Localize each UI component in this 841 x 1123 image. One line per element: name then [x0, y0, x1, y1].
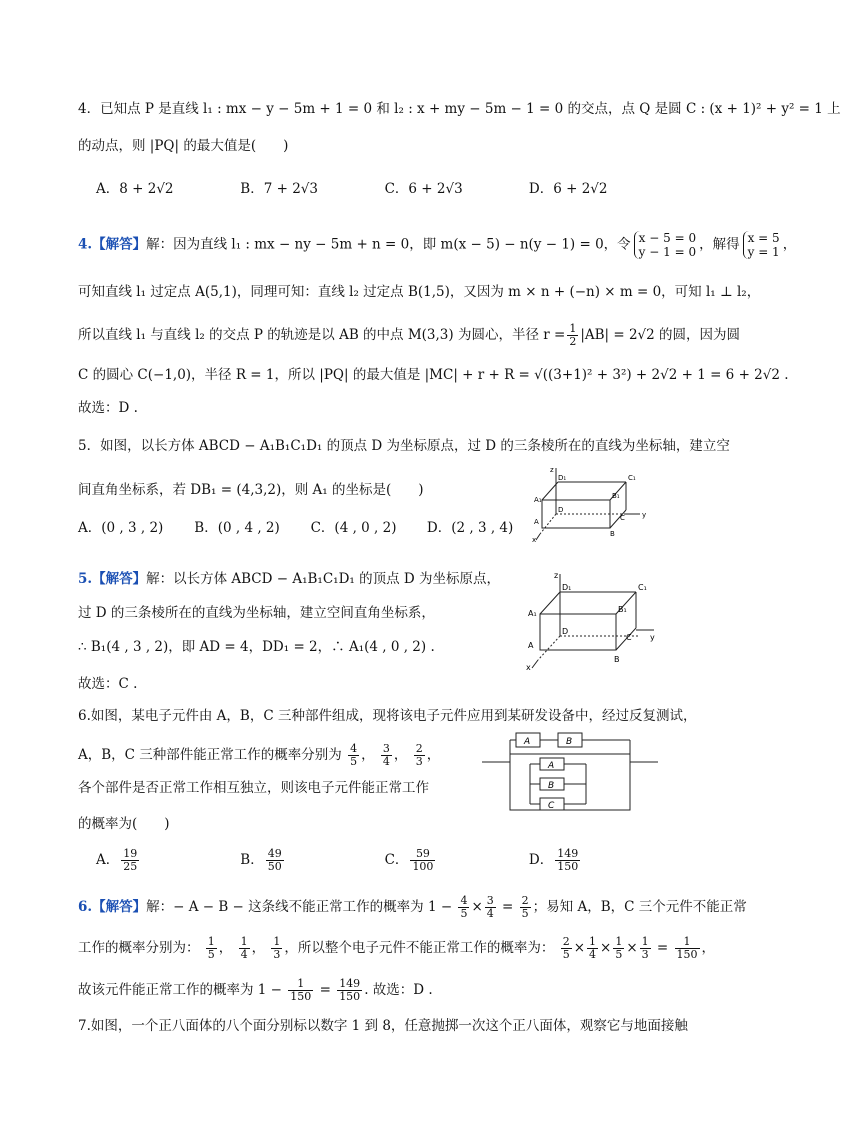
q6-option-b-label: B．: [240, 852, 264, 868]
a5-fig-label-d1: D₁: [562, 583, 572, 592]
a6-fail-a: $\frac{1}{5}$: [207, 935, 215, 961]
q5-fig-label-a: A: [534, 518, 539, 526]
q5-fig-label-b: B: [610, 530, 615, 538]
a5-fig-label-x: x: [526, 663, 531, 672]
a6-f1-num: 4: [460, 894, 468, 907]
a5-fig-label-b1: B₁: [618, 605, 627, 614]
a6-fail-c: $\frac{1}{3}$: [273, 935, 281, 961]
q5-fig-label-d1: D₁: [558, 474, 567, 482]
q6-stem-line3: 各个部件是否正常工作相互独立，则该电子元件能正常工作: [78, 780, 429, 796]
q6-prob-c-den: 3: [415, 755, 423, 768]
q6-stem-line2-text: A，B，C 三种部件能正常工作的概率分别为: [78, 747, 342, 763]
a4-sys2-eq2: y = 1: [747, 245, 780, 259]
a6-line1: 6.【解答】解：− A − B − 这条线不能正常工作的概率为 1 − $\frac{4}{5}$ × $\frac{3}{4}$ = $\frac{2}{5}$ ；易知 A，B，C 三个元件不能正常: [78, 894, 747, 920]
q7-stem-line1: 7.如图，一个正八面体的八个面分别标以数字 1 到 8，任意抛掷一次这个正八面体，观察它与地面接触: [78, 1018, 688, 1034]
q5-fig-label-z: z: [550, 466, 554, 474]
circuit-top-a: A: [524, 737, 531, 747]
a4-l3-pre: 所以直线 l₁ 与直线 l₂ 的交点 P 的轨迹是以 AB 的中点 M(3,3) 为圆心，半径 r =: [78, 327, 566, 343]
a6-l2-mid: ，所以整个电子元件不能正常工作的概率为：: [284, 940, 555, 956]
q6-option-c-label: C．: [384, 852, 409, 868]
q5-option-b: B．(0 , 4 , 2): [194, 520, 280, 536]
a6-line2: 工作的概率分别为： $\frac{1}{5}$ ， $\frac{1}{4}$ ， $\frac{1}{3}$ ，所以整个电子元件不能正常工作的概率为： $\frac{2}{5}$ × $\frac{1}{4}$ × $\frac{1}{5}$ × $\frac{1}{3}$ = $\frac{1}{150}$ ，: [78, 935, 716, 961]
a5-fig-label-d: D: [562, 627, 569, 636]
q6-stem-line4: 的概率为( ): [78, 816, 170, 832]
a4-line1: [78, 231, 796, 259]
a5-fig-label-b: B: [614, 655, 620, 664]
q6-stem-line1: 6.如图，某电子元件由 A，B，C 三种部件组成，现将该电子元件应用到某研发设备中，经过反复测试，: [78, 708, 697, 724]
a6-fail-b: $\frac{1}{4}$: [240, 935, 248, 961]
a5-line1: [78, 570, 500, 588]
a6-frac-2-5: $\frac{2}{5}$: [521, 894, 529, 920]
a6-line3: 故该元件能正常工作的概率为 1 − $\frac{1}{150}$ = $\frac{149}{150}$ . 故选：D .: [78, 977, 433, 1003]
q6-stem-line2: A，B，C 三种部件能正常工作的概率分别为 $\frac{4}{5}$ ， $\frac{3}{4}$ ， $\frac{2}{3}$ ，: [78, 742, 441, 768]
a5-fig-label-c1: C₁: [638, 583, 647, 592]
q4-options: [96, 180, 669, 198]
a4-half-den: 2: [569, 335, 577, 348]
a6-l3-post: . 故选：D .: [364, 982, 433, 998]
q5-stem-line2: 间直角坐标系，若 DB₁ = (4,3,2)，则 A₁ 的坐标是( ): [78, 482, 424, 498]
a4-system-1: [634, 231, 696, 259]
q6-options: [96, 848, 669, 873]
q6-prob-a-den: 5: [350, 755, 358, 768]
circuit-parallel-c: C: [548, 801, 555, 811]
a5-line4: 故选：C .: [78, 676, 138, 692]
q6-prob-a-num: 4: [350, 742, 358, 755]
a6-result-num: 149: [339, 977, 361, 990]
a6-l2-pre: 工作的概率分别为：: [78, 940, 200, 956]
q6-option-d-num: 149: [557, 847, 579, 860]
a6-result: [337, 978, 362, 1003]
q5-fig-label-b1: B₁: [612, 492, 620, 500]
q4-option-d: D．6 + 2√2: [528, 181, 608, 197]
a5-fig-label-y: y: [650, 633, 655, 642]
a4-sys1-eq1: x − 5 = 0: [638, 231, 697, 245]
a5-cuboid-figure: [520, 568, 660, 672]
q6-option-b: [240, 848, 380, 873]
q5-option-d: D．(2 , 3 , 4): [426, 520, 514, 536]
a4-l1-mid: ，解得: [699, 236, 740, 253]
q5-options: [78, 519, 513, 537]
a6-f2-den: 4: [486, 907, 494, 920]
a6-result-den: 150: [339, 990, 361, 1003]
q6-option-c-num: 59: [410, 848, 435, 861]
circuit-parallel-b: B: [548, 781, 555, 791]
a4-system-2: [743, 231, 780, 259]
circuit-top-b: B: [566, 737, 573, 747]
a4-sys1-eq2: y − 1 = 0: [638, 245, 697, 259]
a5-l1: 解：以长方体 ABCD − A₁B₁C₁D₁ 的顶点 D 为坐标原点，: [146, 571, 501, 587]
a4-half-fraction: [567, 323, 578, 348]
q6-prob-b: [381, 743, 392, 768]
a5-fig-label-c: C: [626, 633, 632, 642]
a6-l1-pre: 解：− A − B − 这条线不能正常工作的概率为 1 −: [146, 899, 453, 915]
q6-option-d: [529, 848, 669, 873]
a5-fig-label-a1: A₁: [528, 609, 537, 618]
a4-half-num: 1: [569, 322, 577, 335]
a4-sys2-eq1: x = 5: [747, 231, 780, 245]
q6-prob-a: [348, 743, 359, 768]
a6-l1-post: ；易知 A，B，C 三个元件不能正常: [532, 899, 747, 915]
a6-fail-total: $\frac{1}{150}$: [676, 935, 698, 961]
a6-f1-den: 5: [460, 907, 468, 920]
q5-fig-label-y: y: [642, 511, 647, 519]
a4-line2: 可知直线 l₁ 过定点 A(5,1)，同理可知：直线 l₂ 过定点 B(1,5)，又因为 m × n + (−n) × m = 0，可知 l₁ ⊥ l₂，: [78, 284, 761, 300]
q6-option-b-num: 49: [267, 847, 282, 860]
q5-fig-label-c: C: [620, 514, 625, 522]
a6-f2-num: 3: [486, 894, 494, 907]
a6-l3-pre: 故该元件能正常工作的概率为 1 −: [78, 982, 282, 998]
q6-option-a-num: 19: [123, 847, 138, 860]
q6-option-c-den: 100: [412, 860, 434, 873]
q6-option-d-label: D．: [528, 852, 554, 868]
a4-line4: C 的圆心 C(−1,0)，半径 R = 1，所以 |PQ| 的最大值是 |MC| + r + R = √((3+1)² + 3²) + 2√2 + 1 = 6 + 2√2 .: [78, 367, 789, 383]
q5-fig-label-d: D: [558, 506, 564, 514]
q6-prob-c: [414, 743, 425, 768]
a6-frac-3-4: [485, 895, 496, 920]
q6-option-a-den: 25: [123, 860, 138, 873]
q6-circuit-diagram: [482, 728, 658, 816]
q6-option-d-den: 150: [557, 860, 579, 873]
a4-l1-pre: 解：因为直线 l₁ : mx − ny − 5m + n = 0，即 m(x − 5) − n(y − 1) = 0，令: [146, 236, 631, 253]
a6-frac-4-5: [458, 895, 469, 920]
a4-line3: [78, 323, 740, 348]
q5-stem-line1: 5．如图，以长方体 ABCD − A₁B₁C₁D₁ 的顶点 D 为坐标原点，过 D 的三条棱所在的直线为坐标轴，建立空: [78, 438, 730, 454]
q4-stem-line1: 4．已知点 P 是直线 l₁ : mx − y − 5m + 1 = 0 和 l₂ : x + my − 5m − 1 = 0 的交点，点 Q 是圆 C : (x + 1)² + y² = 1 上: [78, 101, 841, 117]
q5-fig-label-a1: A₁: [534, 496, 542, 504]
q5-option-a: A．(0 , 3 , 2): [78, 520, 164, 536]
a4-l3-post: |AB| = 2√2 的圆，因为圆: [580, 327, 741, 343]
q5-cuboid-figure: [530, 462, 650, 544]
q4-option-b: B．7 + 2√3: [240, 181, 318, 197]
a4-tag: 4.【解答】: [78, 236, 147, 253]
q6-option-b-den: 50: [267, 860, 282, 873]
q6-prob-c-num: 2: [415, 742, 423, 755]
circuit-parallel-a: A: [548, 761, 555, 771]
q5-option-c: C．(4 , 0 , 2): [310, 520, 397, 536]
q4-option-c: C．6 + 2√3: [384, 181, 463, 197]
a4-line5: 故选：D .: [78, 400, 138, 416]
q4-option-a: A．8 + 2√2: [96, 181, 174, 197]
q6-option-a-label: A．: [96, 852, 120, 868]
a5-fig-label-z: z: [554, 571, 559, 580]
a5-line3: ∴ B₁(4 , 3 , 2)，即 AD = 4，DD₁ = 2，∴ A₁(4 , 0 , 2) .: [78, 639, 435, 655]
q6-prob-b-num: 3: [382, 742, 390, 755]
a5-fig-label-a: A: [528, 641, 534, 650]
q4-stem-line2: 的动点，则 |PQ| 的最大值是( ): [78, 138, 289, 154]
a6-times: ×: [471, 899, 483, 915]
q5-fig-label-c1: C₁: [628, 474, 636, 482]
q6-option-a: [96, 848, 236, 873]
q5-fig-label-x: x: [532, 536, 537, 544]
a6-tag: 6.【解答】: [78, 899, 147, 915]
a5-tag: 5.【解答】: [78, 571, 147, 587]
q6-option-c: [385, 848, 525, 873]
q6-prob-b-den: 4: [382, 755, 390, 768]
a4-l1-end: ，: [782, 236, 797, 253]
a5-line2: 过 D 的三条棱所在的直线为坐标轴，建立空间直角坐标系，: [78, 605, 435, 621]
